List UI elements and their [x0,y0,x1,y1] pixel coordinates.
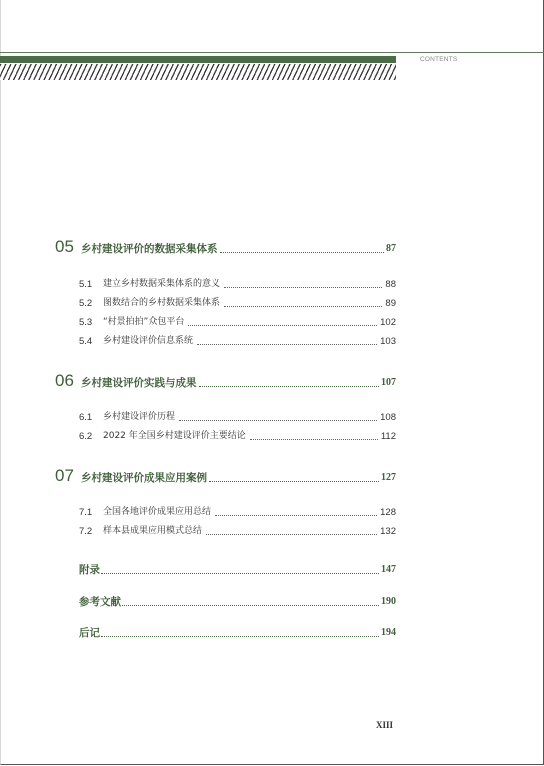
section-entry[interactable] [79,429,396,443]
section-number: 6.2 [79,431,93,442]
chapter-number: 06 [55,371,74,390]
appendix-title: 附录 [79,564,100,576]
leader-dots [215,515,377,516]
section-number: 5.1 [79,279,93,290]
section-page: 108 [380,412,396,423]
afterword-entry[interactable] [79,624,396,640]
section-number: 5.3 [79,317,93,328]
section-page: 103 [380,336,396,347]
leader-dots [101,636,379,637]
leader-dots [224,306,382,307]
section-page: 112 [380,431,396,442]
section-number: 5.2 [79,298,93,309]
chapter-title: 乡村建设评价实践与成果 [81,377,197,389]
section-title: 乡村建设评价信息系统 [103,336,194,346]
section-entry[interactable] [79,410,396,424]
chapter-number: 07 [55,466,74,485]
leader-dots [197,344,377,345]
leader-dots [250,439,378,440]
leader-dots [224,287,382,288]
header-rule [0,52,544,53]
section-page: 132 [380,526,396,537]
section-page: 88 [385,279,396,290]
references-page: 190 [381,596,396,607]
section-entry[interactable] [79,296,396,310]
chapter-title: 乡村建设评价的数据采集体系 [81,243,218,255]
section-number: 5.4 [79,336,93,347]
section-entry[interactable] [79,524,396,538]
leader-dots [101,573,379,574]
leader-dots [199,386,380,387]
header-hatch-band [0,64,396,80]
section-entry[interactable] [79,505,396,519]
section-number: 7.1 [79,507,93,518]
chapter-page: 107 [381,377,396,388]
leader-dots [220,252,385,253]
section-page: 89 [385,298,396,309]
leader-dots [206,534,377,535]
chapter-number: 05 [55,237,74,256]
references-entry[interactable] [79,593,396,609]
chapter-05-entry[interactable] [55,236,396,256]
page-number: XIII [376,720,394,730]
section-title: “村景拍拍”众包平台 [103,317,185,327]
leader-dots [188,325,377,326]
section-title: 样本县成果应用模式总结 [103,526,203,536]
section-page: 128 [380,507,396,518]
leader-dots [179,420,377,421]
header-green-bar [0,56,396,63]
section-title: 全国各地评价成果应用总结 [103,507,212,517]
chapter-page: 127 [381,472,396,483]
section-number: 6.1 [79,412,93,423]
chapter-07-entry[interactable] [55,465,396,485]
section-entry[interactable] [79,315,396,329]
section-title: 图数结合的乡村数据采集体系 [103,298,221,308]
appendix-page: 147 [381,564,396,575]
section-title: 建立乡村数据采集体系的意义 [103,279,221,289]
contents-label: CONTENTS [420,56,458,63]
references-title: 参考文献 [79,596,121,608]
leader-dots [209,481,379,482]
chapter-page: 87 [386,243,396,254]
afterword-title: 后记 [79,627,100,639]
section-page: 102 [380,317,396,328]
afterword-page: 194 [381,627,396,638]
leader-dots [122,605,379,606]
section-title: 乡村建设评价历程 [103,412,176,422]
section-entry[interactable] [79,277,396,291]
chapter-title: 乡村建设评价成果应用案例 [81,472,207,484]
section-title: 2022 年全国乡村建设评价主要结论 [103,431,246,441]
appendix-entry[interactable] [79,561,396,577]
chapter-06-entry[interactable] [55,370,396,390]
section-number: 7.2 [79,526,93,537]
section-entry[interactable] [79,334,396,348]
